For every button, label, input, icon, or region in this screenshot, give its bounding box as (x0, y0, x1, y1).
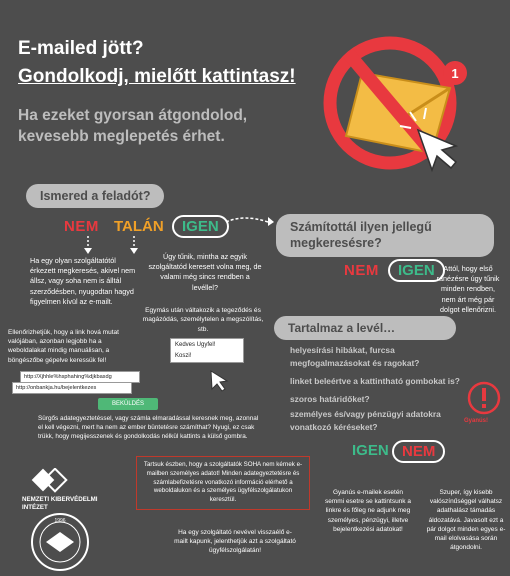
no-email-icon (320, 28, 490, 178)
answer-yes-2: IGEN (388, 259, 445, 282)
report-text: Ha egy szolgáltató nevével visszaélő e-mailt kapunk, jelenthetjük azt a szolgáltató ügyfélszolgálatán! (174, 529, 296, 555)
check-item: vonatkozó kéréseket? (290, 422, 378, 432)
check-item: linket beleértve a kattintható gombokat is? (290, 376, 460, 386)
answer-no-3: NEM (392, 440, 445, 463)
answer-no-2: NEM (344, 262, 379, 279)
sample-signoff: Koszi! (175, 353, 192, 359)
institute-name: NEMZETI KIBERVÉDELMI INTÉZET (22, 496, 98, 511)
suspicious-link[interactable]: http://Xjhhle%hsphahing%djkbasdg (20, 371, 140, 383)
good-job-text: Szuper, így kisebb valószínűséggel válhatsz adathalász támadás áldozatává. Javasolt ezt a pár dolgot minden egyes e-mail elolvasása során átgondolni. (426, 489, 506, 552)
urgency-text: Sürgős adategyeztetéssel, vagy számla elmaradással keresnek meg, azonnal el kell végezni, mert ha nem az ember büntetésre számíthat? Nyugi, ez csak trükk, hogy megijesszenek és gondolkodás nélkül kattints a külső gombra. (38, 415, 259, 441)
question-know-sender: Ismered a feladót? (26, 184, 164, 208)
answer-yes-3: IGEN (352, 442, 389, 459)
yes-answer-text-2: Attól, hogy első ránézésre úgy tűnik minden rendben, nem árt még pár dolgot ellenőrizni. (436, 264, 500, 314)
check-item: személyes és/vagy pénzügyi adatokra (290, 409, 441, 419)
answer-yes: IGEN (172, 215, 229, 238)
warning-box: Tartsuk észben, hogy a szolgáltatók SOHA nem kérnek e-mailben személyes adatot! Minden adategyeztetésre és számlabefizetésre vonatkozó információ elérhető a weboldalukon és a személyes ügyfélszolgálatukon keresztül. (136, 456, 310, 510)
arrow-down-icon (82, 236, 94, 254)
suspicious-advice: Gyanús e-mailek esetén semmi esetre se kattintsunk a linkre és főleg ne adjunk meg személyes, pénzügyi, illetve bejelentkezési adatokat! (325, 489, 411, 533)
agency-seal (26, 512, 94, 574)
no-answer-text: Ha egy olyan szolgáltatótól érkezett megkeresés, akivel nem állsz, vagy soha nem is álltál szerződésben, nyugodtan hagyd figyelmen kívül az e-mailt. (30, 256, 136, 306)
arrow-icon (224, 212, 276, 232)
greeting-note: Egymás után váltakozik a tegeződés és magázódás, személytelen a megszólítás, stb. (142, 307, 264, 333)
check-item: szoros határidőket? (290, 394, 370, 404)
title: E-mailed jött? (18, 38, 144, 59)
question-expected: Számítottál ilyen jellegű megkeresésre? (276, 214, 494, 257)
check-item: megfogalmazásokat és ragokat? (290, 358, 420, 368)
notification-count: 1 (451, 66, 459, 81)
submit-button[interactable]: BEKÜLDÉS (98, 398, 158, 410)
link-check-text: Ellenőrizhetjük, hogy a link hová mutat valójában, azonban legjobb ha a weboldalakat mindig manuálisan, a böngészőbe gépelve keressük fel! (8, 329, 119, 364)
tagline: Ha ezeket gyorsan átgondolod, kevesebb meglepetés érhet. (18, 107, 248, 145)
real-link[interactable]: http://onbankja.hu/bejelentkezes (12, 382, 132, 394)
subtitle: Gondolkodj, mielőtt kattintasz! (18, 66, 296, 87)
sample-greeting: Kedves Ugyfel! (175, 342, 216, 348)
question-contains: Tartalmaz a levél… (274, 316, 456, 340)
answer-maybe: TALÁN (114, 218, 164, 235)
arrow-down-icon (128, 236, 140, 254)
warning-icon (466, 380, 502, 416)
seal-year: 1996 (54, 518, 66, 524)
sample-email (170, 338, 244, 363)
cursor-icon (208, 370, 230, 392)
check-item: helyesírási hibákat, furcsa (290, 345, 395, 355)
warning-label: Gyanús! (464, 418, 489, 424)
maybe-answer-text: Úgy tűnik, mintha az egyik szolgáltatód keresett volna meg, de valami még sincs rendben a levéllel? (148, 252, 262, 292)
answer-no: NEM (64, 218, 99, 235)
institute-logo (30, 468, 70, 496)
